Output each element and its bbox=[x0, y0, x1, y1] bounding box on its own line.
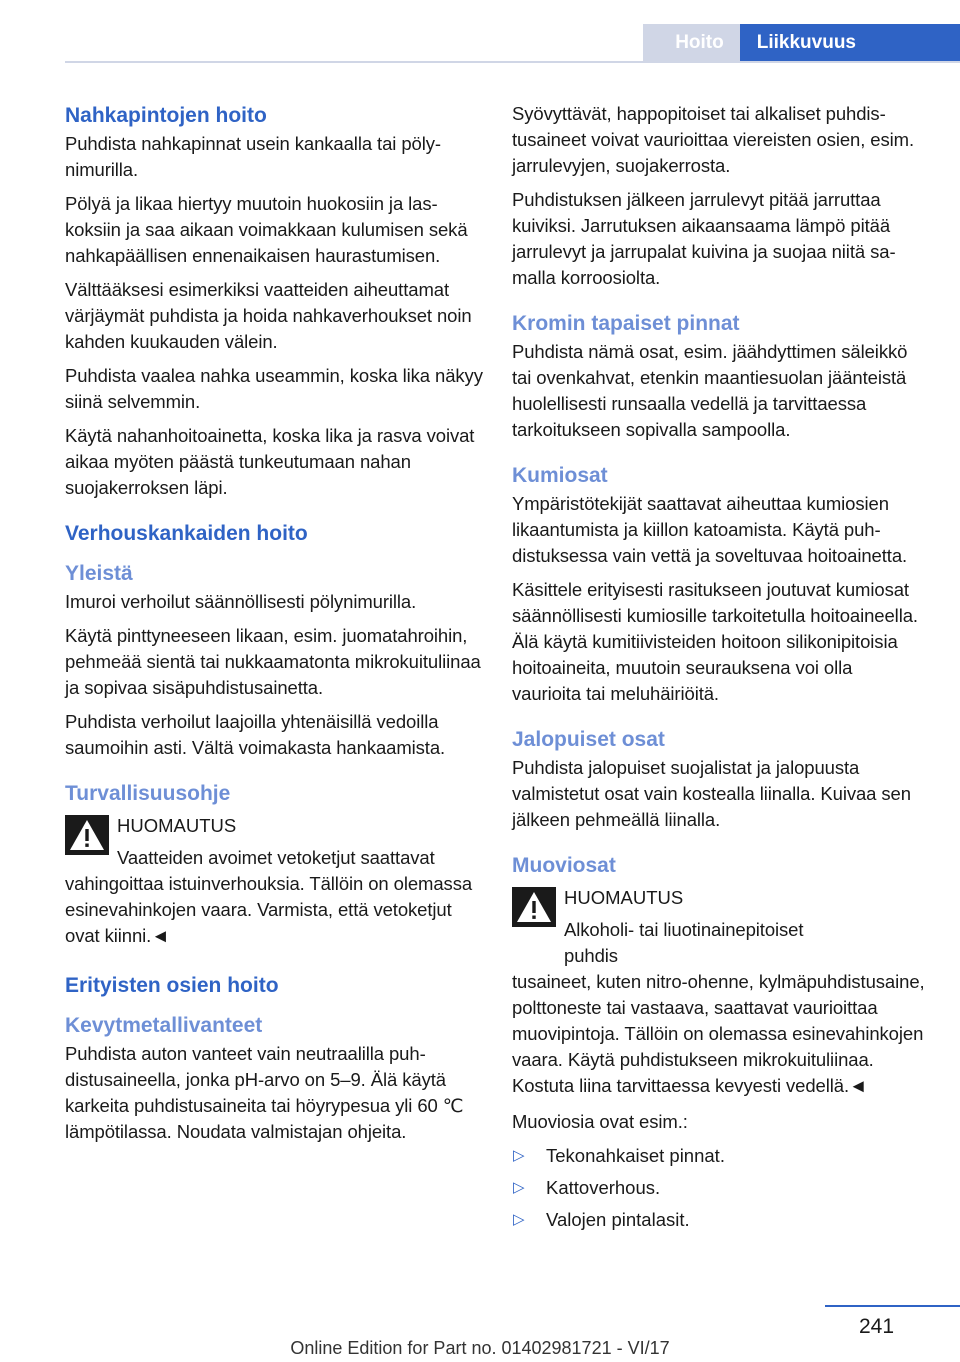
warning-block bbox=[512, 885, 926, 969]
paragraph: Pölyä ja likaa hiertyy muutoin huokosiin ja laskoksiin ja saa aikaan voimakkaan kulumisen sekä nahkapäällisen ennenaikaisen haurastumisen. bbox=[65, 193, 468, 266]
heading-alloy-wheels: Kevytmetallivanteet bbox=[65, 1014, 263, 1037]
paragraph: Syövyttävät, happopitoiset tai alkaliset puhdistusaineet voivat vaurioittaa viereisten osien, esim. jarrulevyjen, suojakerrosta. bbox=[512, 103, 915, 176]
list-item bbox=[512, 1143, 926, 1169]
paragraph: Puhdista nahkapinnat usein kankaalla tai pölynimurilla. bbox=[65, 133, 442, 180]
heading-safety-note: Turvallisuusohje bbox=[65, 782, 231, 805]
paragraph: Puhdista jalopuiset suojalistat ja jalopuusta valmistetut osat vain kostealla liinalla. Kuivaa sen jälkeen pehmeällä liinalla. bbox=[512, 757, 911, 830]
paragraph: Välttääksesi esimerkiksi vaatteiden aiheuttamat värjäymät puhdista ja hoida nahkaverhoukset noin kahden kuukauden välein. bbox=[65, 279, 472, 352]
warning-icon bbox=[512, 887, 556, 927]
warning-text-first: Alkoholi- tai liuotinainepitoiset puhdis bbox=[564, 919, 804, 966]
section-tab-liikkuvuus[interactable]: Liikkuvuus bbox=[740, 24, 960, 61]
warning-text-first: Vaatteiden avoimet vetoketjut saattavat bbox=[117, 847, 435, 868]
heading-special-parts: Erityisten osien hoito bbox=[65, 974, 279, 997]
list-item-text: Kattoverhous. bbox=[546, 1177, 661, 1198]
triangle-bullet-icon: ▷ bbox=[513, 1211, 525, 1228]
heading-general: Yleistä bbox=[65, 562, 133, 585]
warning-title: HUOMAUTUS bbox=[564, 887, 684, 908]
triangle-bullet-icon: ▷ bbox=[513, 1147, 525, 1164]
header-rule bbox=[65, 61, 960, 63]
triangle-bullet-icon: ▷ bbox=[513, 1179, 525, 1196]
paragraph: Ympäristötekijät saattavat aiheuttaa kumiosien likaantumista ja kiillon katoamista. Käytä puhdistuksessa vain vettä ja soveltuvaa hoitoainetta. bbox=[512, 493, 908, 566]
paragraph: Käsittele erityisesti rasitukseen joutuvat kumiosat säännöllisesti kumiosille tarkoitetulla hoitoaineella. Älä käytä kumitiivisteiden hoitoon silikonipitoisia hoitoaineita, muutoin seurauksena voi olla vaurioita tai meluhäiriöitä. bbox=[512, 579, 918, 704]
list-item bbox=[512, 1175, 926, 1201]
heading-precious-wood: Jalopuiset osat bbox=[512, 728, 665, 751]
warning-text: vahingoittaa istuinverhouksia. Tällöin on olemassa esinevahinkojen vaara. Varmista, että vetoketjut ovat kiinni.◄ bbox=[65, 873, 473, 946]
header-tabs bbox=[643, 24, 960, 61]
right-column bbox=[512, 101, 926, 1239]
edition-footer: Online Edition for Part no. 01402981721 - VI/17 bbox=[290, 1338, 670, 1358]
warning-icon bbox=[65, 815, 109, 855]
paragraph: Muoviosia ovat esim.: bbox=[512, 1111, 688, 1132]
paragraph: Käytä pinttyneeseen likaan, esim. juomatahroihin, pehmeää sientä tai nukkaamatonta mikrokuituliinaa ja sopivaa sisäpuhdistusainetta. bbox=[65, 625, 481, 698]
paragraph: Imuroi verhoilut säännöllisesti pölynimurilla. bbox=[65, 591, 417, 612]
page-number-rule bbox=[825, 1305, 960, 1307]
heading-leather-care: Nahkapintojen hoito bbox=[65, 104, 267, 127]
page-number: 241 bbox=[859, 1315, 895, 1338]
list-item-text: Tekonahkaiset pinnat. bbox=[546, 1145, 725, 1166]
paragraph: Käytä nahanhoitoainetta, koska lika ja rasva voivat aikaa myöten päästä tunkeutumaan nahan suojakerroksen läpi. bbox=[65, 425, 475, 498]
left-column bbox=[65, 101, 485, 1153]
warning-title: HUOMAUTUS bbox=[117, 815, 237, 836]
heading-fabric-care: Verhouskankaiden hoito bbox=[65, 522, 308, 545]
plastic-parts-list bbox=[512, 1143, 926, 1233]
paragraph: Puhdistuksen jälkeen jarrulevyt pitää jarruttaa kuiviksi. Jarrutuksen aikaansaama lämpö pitää jarrulevyt ja jarrupalat kuivina ja suojaa niitä samalla korroosiolta. bbox=[512, 189, 896, 288]
heading-chrome-surfaces: Kromin tapaiset pinnat bbox=[512, 312, 740, 335]
paragraph: Puhdista vaalea nahka useammin, koska lika näkyy siinä selvemmin. bbox=[65, 365, 483, 412]
section-tab-hoito[interactable]: Hoito bbox=[643, 24, 740, 61]
list-item-text: Valojen pintalasit. bbox=[546, 1209, 690, 1230]
paragraph: Puhdista auton vanteet vain neutraalilla puhdistusaineella, jonka pH-arvo on 5–9. Älä käytä karkeita puhdistusaineita tai höyrypesua yli 60 ℃ lämpötilassa. Noudata valmistajan ohjeita. bbox=[65, 1043, 464, 1142]
paragraph: Puhdista nämä osat, esim. jäähdyttimen säleikkö tai ovenkahvat, etenkin maantiesuolan jäänteistä huolellisesti runsaalla vedellä ja tarvittaessa tarkoitukseen sopivalla sampoolla. bbox=[512, 341, 908, 440]
paragraph: Puhdista verhoilut laajoilla yhtenäisillä vedoilla saumoihin asti. Vältä voimakasta hankaamista. bbox=[65, 711, 446, 758]
heading-rubber-parts: Kumiosat bbox=[512, 464, 608, 487]
warning-text: tusaineet, kuten nitro-ohenne, kylmäpuhdistusaine, polttoneste tai vastaava, saattavat vaurioittaa muovipintoja. Tällöin on olemassa esinevahinkojen vaara. Käytä puhdistukseen mikrokuituliinaa. Kostuta liina tarvittaessa kevyesti vedellä.◄ bbox=[512, 971, 925, 1096]
warning-block bbox=[65, 813, 485, 871]
heading-plastic-parts: Muoviosat bbox=[512, 854, 616, 877]
list-item bbox=[512, 1207, 926, 1233]
